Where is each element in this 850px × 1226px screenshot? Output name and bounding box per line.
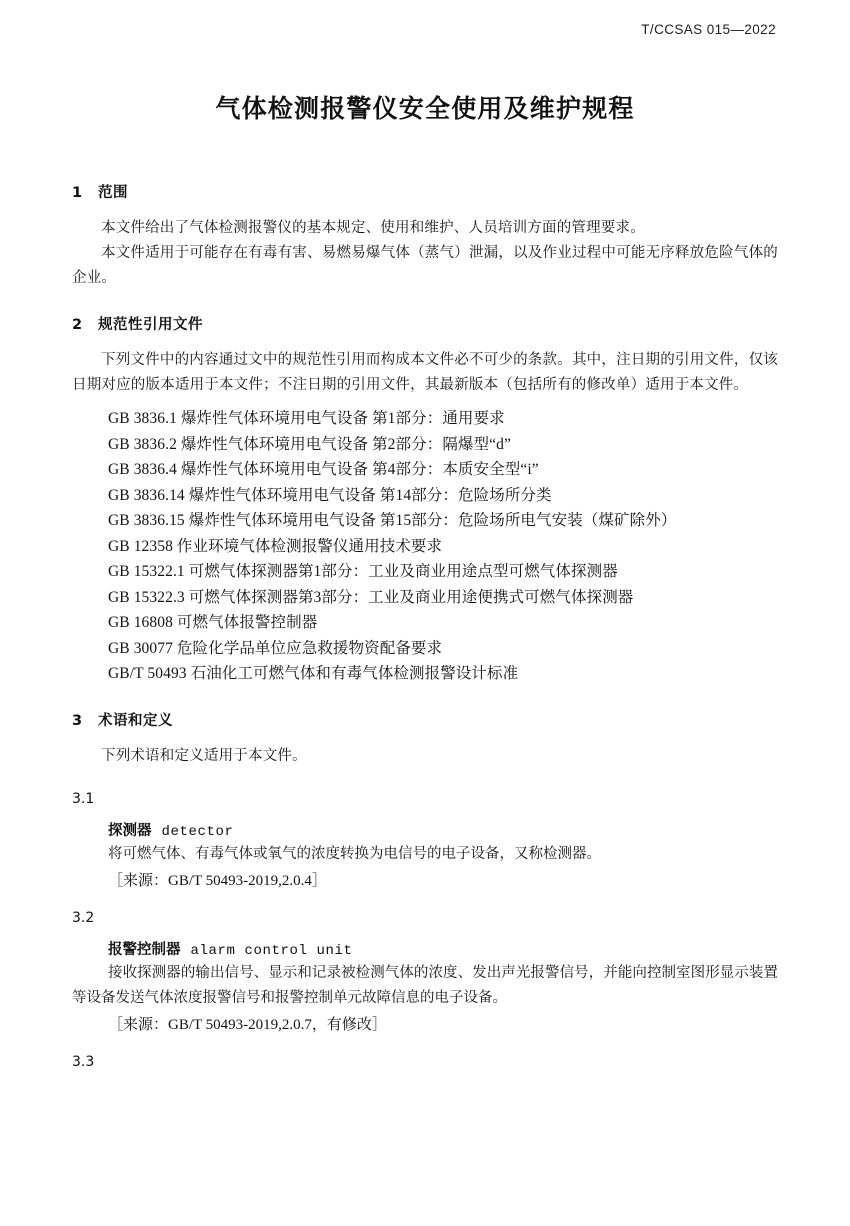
section-title-2: 规范性引用文件 — [98, 317, 203, 333]
term-source: ［来源：GB/T 50493-2019,2.0.4］ — [108, 872, 327, 889]
list-item: GB 15322.1 可燃气体探测器第1部分：工业及商业用途点型可燃气体探测器 — [108, 563, 618, 580]
section-title-3: 术语和定义 — [98, 712, 173, 729]
term-entry-3-1 — [72, 791, 778, 890]
term-name-en: detector — [161, 823, 234, 840]
term-name-en: alarm control unit — [190, 942, 353, 959]
list-item: GB 16808 可燃气体报警控制器 — [108, 614, 318, 631]
section-2-body — [72, 348, 778, 687]
list-item: GB 3836.4 爆炸性气体环境用电气设备 第4部分：本质安全型“i” — [108, 461, 539, 478]
term-name-cn: 报警控制器 — [108, 941, 181, 958]
term-entry-3-2 — [72, 910, 778, 1034]
list-item: GB 15322.3 可燃气体探测器第3部分：工业及商业用途便携式可燃气体探测器 — [108, 588, 634, 606]
term-source: ［来源：GB/T 50493-2019,2.0.7，有修改］ — [108, 1016, 387, 1033]
section-heading-2 — [72, 313, 778, 334]
section-1-body — [72, 216, 778, 291]
page-header — [72, 22, 778, 37]
list-item: GB 3836.14 爆炸性气体环境用电气设备 第14部分：危险场所分类 — [108, 486, 552, 504]
standard-code: T/CCSAS 015—2022 — [641, 22, 776, 37]
section-heading-1 — [72, 181, 778, 202]
section-number-2: 2 — [72, 317, 83, 333]
paragraph: 下列文件中的内容通过文中的规范性引用而构成本文件必不可少的条款。其中，注日期的引用文件，仅该日期对应的版本适用于本文件；不注日期的引用文件，其最新版本（包括所有的修改单）适用于本文件。 — [72, 352, 778, 393]
term-number: 3.3 — [72, 1053, 95, 1070]
term-entry-3-3 — [72, 1054, 778, 1070]
list-item: GB 30077 危险化学品单位应急救援物资配备要求 — [108, 639, 443, 657]
term-number: 3.2 — [72, 909, 95, 926]
term-definition: 将可燃气体、有毒气体或氧气的浓度转换为电信号的电子设备，又称检测器。 — [108, 845, 601, 862]
normative-reference-list — [72, 406, 778, 687]
document-title: 气体检测报警仪安全使用及维护规程 — [215, 94, 635, 123]
list-item: GB 3836.15 爆炸性气体环境用电气设备 第15部分：危险场所电气安装（煤矿除外） — [108, 512, 677, 529]
paragraph: 本文件适用于可能存在有毒有害、易燃易爆气体（蒸气）泄漏，以及作业过程中可能无序释放危险气体的企业。 — [72, 245, 778, 286]
section-title-1: 范围 — [98, 185, 128, 201]
list-item: GB 12358 作业环境气体检测报警仪通用技术要求 — [108, 537, 443, 555]
term-name — [72, 819, 778, 840]
section-heading-3 — [72, 709, 778, 730]
list-item: GB 3836.1 爆炸性气体环境用电气设备 第1部分：通用要求 — [108, 410, 505, 427]
section-number-3: 3 — [72, 712, 83, 729]
term-definition: 接收探测器的输出信号、显示和记录被检测气体的浓度、发出声光报警信号，并能向控制室图形显示装置等设备发送气体浓度报警信号和报警控制单元故障信息的电子设备。 — [72, 964, 778, 1006]
list-item: GB/T 50493 石油化工可燃气体和有毒气体检测报警设计标准 — [108, 665, 519, 682]
term-name — [72, 938, 778, 959]
paragraph: 本文件给出了气体检测报警仪的基本规定、使用和维护、人员培训方面的管理要求。 — [101, 220, 645, 236]
paragraph: 下列术语和定义适用于本文件。 — [101, 747, 307, 764]
term-name-cn: 探测器 — [108, 822, 152, 839]
section-number-1: 1 — [72, 185, 83, 201]
list-item: GB 3836.2 爆炸性气体环境用电气设备 第2部分：隔爆型“d” — [108, 435, 511, 453]
section-3-intro — [72, 744, 778, 769]
term-number: 3.1 — [72, 790, 95, 807]
